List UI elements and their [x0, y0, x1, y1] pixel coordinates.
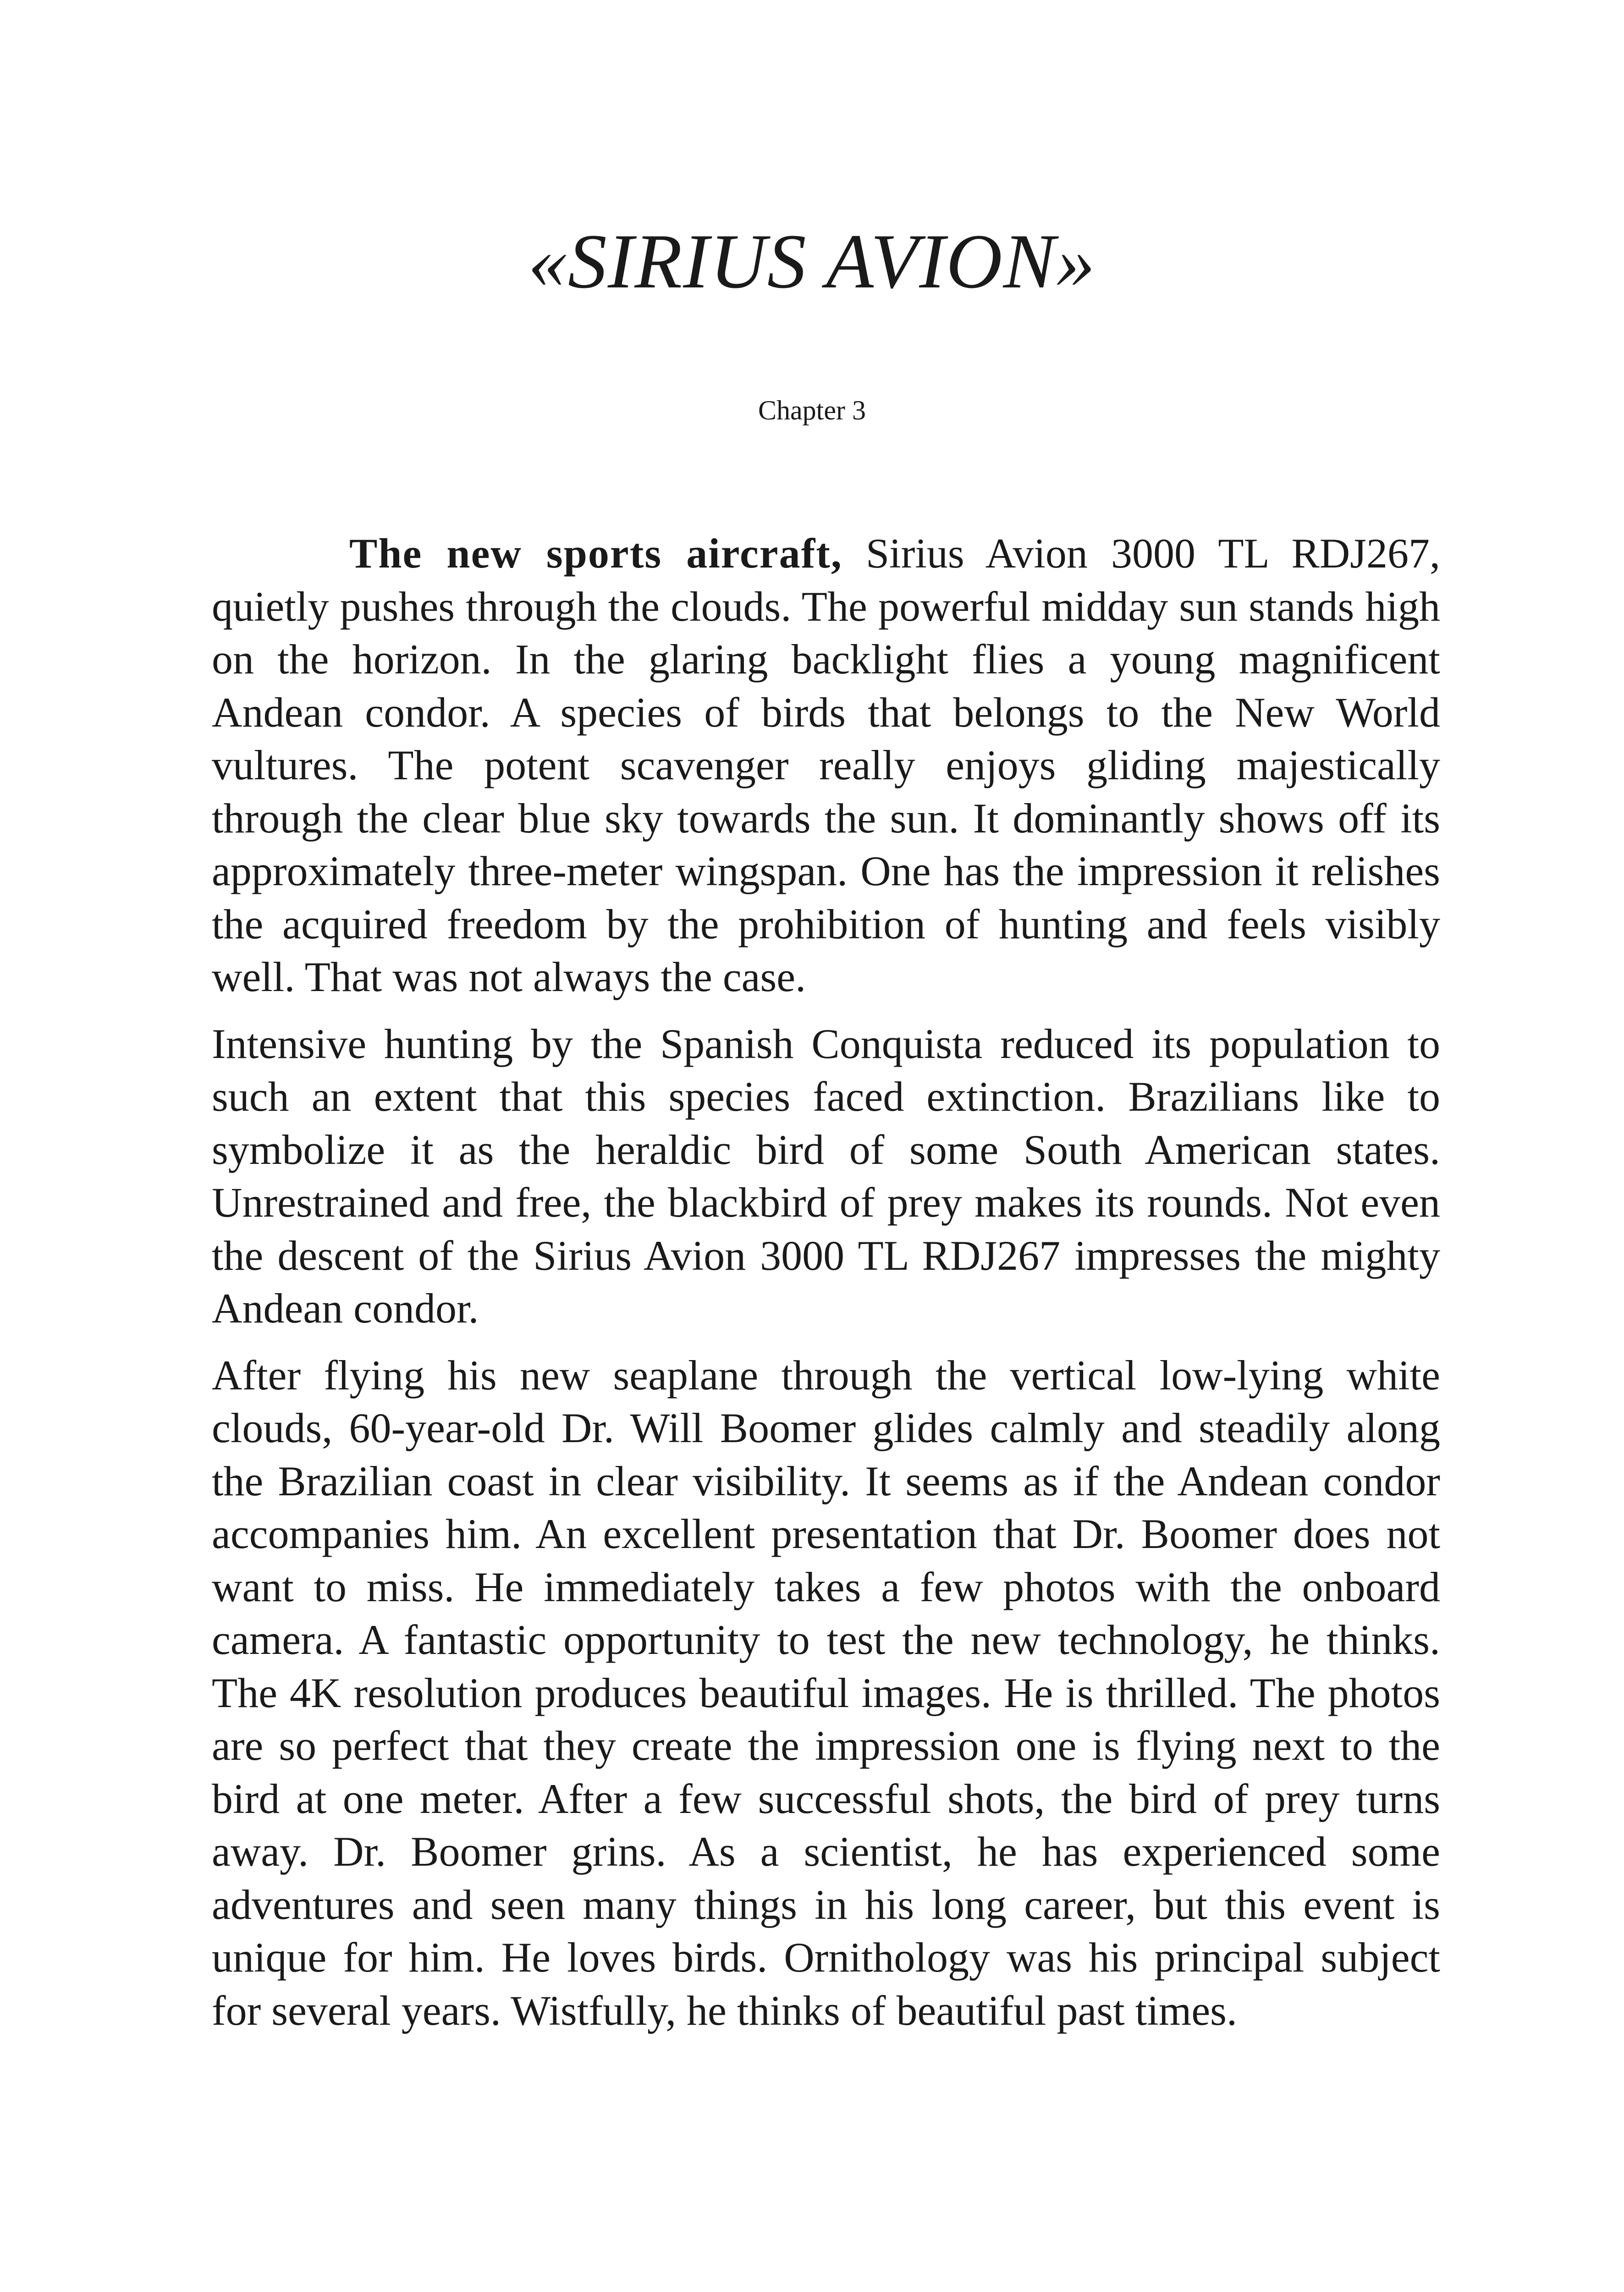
- paragraph-3: After flying his new seaplane through the vertical low-lying white clouds, 60-year-old Dr. Will Boomer glides calmly and steadily along the Brazilian coast in clear visibility. It seems as if the Andean condor accompanies him. An excellent presentation that Dr. Boomer does not want to miss. He immediately takes a few photos with the onboard camera. A fantastic opportunity to test the new technology, he thinks. The 4K resolution produces beautiful images. He is thrilled. The photos are so perfect that they create the impression one is flying next to the bird at one meter. After a few successful shots, the bird of prey turns away. Dr. Boomer grins. As a scientist, he has experienced some adventures and seen many things in his long career, but this event is unique for him. He loves birds. Ornithology was his principal subject for several years. Wistfully, he thinks of beautiful past times.: [212, 1351, 1440, 2034]
- paragraph-lead: The new sports aircraft,: [349, 530, 842, 577]
- book-title: «SIRIUS AVION»: [528, 218, 1096, 304]
- paragraph-1-text: Sirius Avion 3000 TL RDJ267, quietly pushes through the clouds. The powerful midday sun stands high on the horizon. In the glaring backlight flies a young magnificent Andean condor. A species of birds that belongs to the New World vultures. The potent scavenger really enjoys gliding majestically through the clear blue sky towards the sun. It dominantly shows off its approximately three-meter wingspan. One has the impression it relishes the acquired freedom by the prohibition of hunting and feels visibly well. That was not always the case.: [212, 530, 1440, 1000]
- paragraph-1: [212, 527, 1440, 1004]
- paragraph-2: Intensive hunting by the Spanish Conquista reduced its population to such an extent that this species faced extinction. Brazilians like to symbolize it as the heraldic bird of some South American states. Unrestrained and free, the blackbird of prey makes its rounds. Not even the descent of the Sirius Avion 3000 TL RDJ267 impresses the mighty Andean condor.: [212, 1020, 1440, 1332]
- chapter-label: Chapter 3: [758, 395, 866, 425]
- body-text: [212, 527, 1440, 2051]
